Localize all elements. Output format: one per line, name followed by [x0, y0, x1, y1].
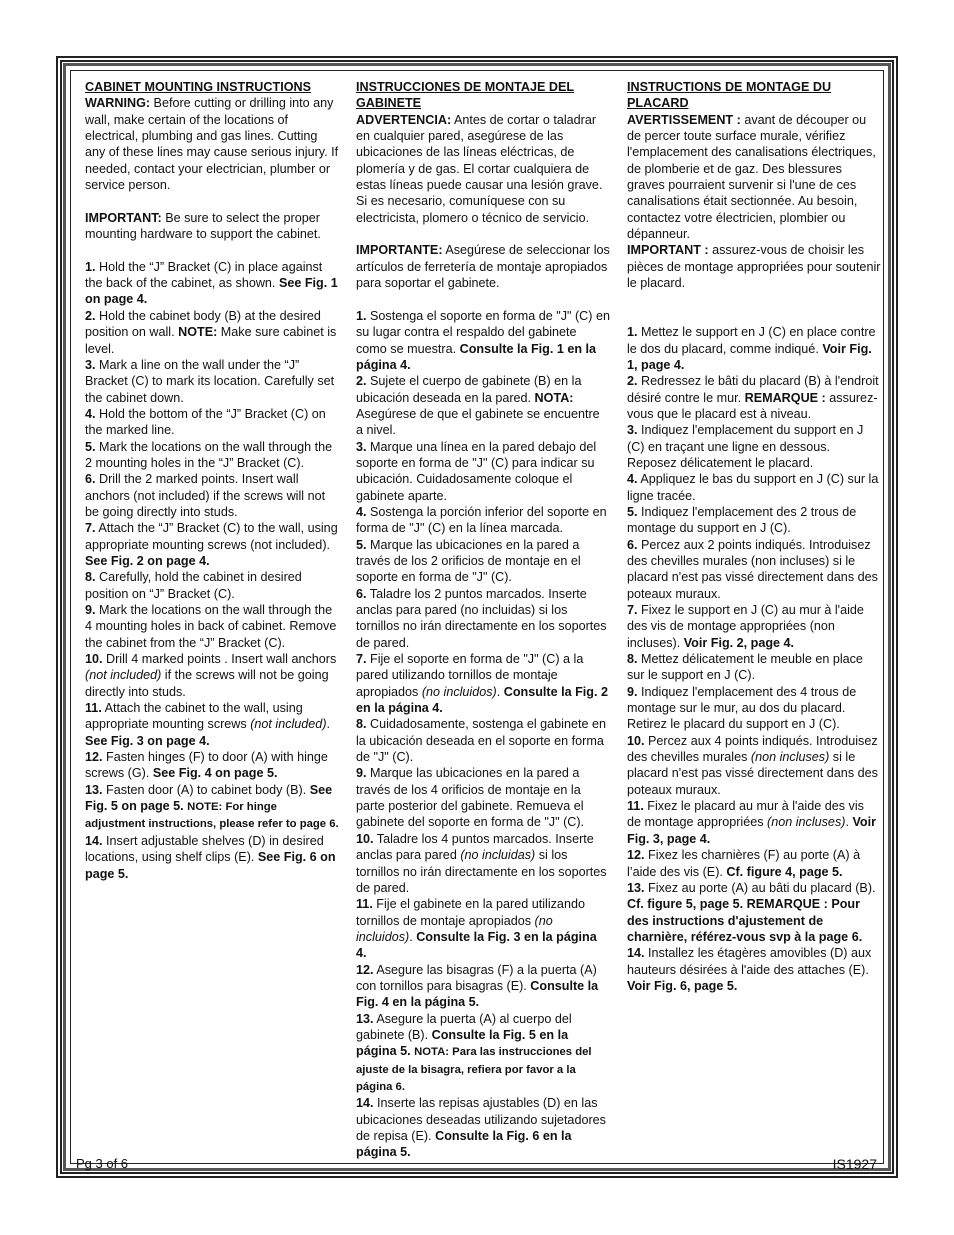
step-1: 1. Mettez le support en J (C) en place contre le dos du placard, comme indiqué. Voir Fig. 1, page 4.	[627, 325, 876, 372]
step-13: 13. Asegure la puerta (A) al cuerpo del gabinete (B). Consulte la Fig. 5 en la página 5. NOTA: Para las instrucciones del ajuste de la bisagra, refiera por favor a la página 6.	[356, 1011, 592, 1093]
spanish-column	[356, 79, 610, 1161]
page-number: Pg 3 of 6	[76, 1156, 129, 1171]
step-8: 8. Carefully, hold the cabinet in desired position on “J” Bracket (C).	[85, 570, 302, 601]
step-13: 13. Fixez au porte (A) au bâti du placard (B). Cf. figure 5, page 5. REMARQUE : Pour des instructions d'ajustement de charnière, référez-vous svp à la page 6.	[627, 880, 876, 944]
warning-paragraph: ADVERTENCIA: Antes de cortar o taladrar en cualquier pared, asegúrese de las ubicaciones de las líneas eléctricas, de plomería y de gas. El cortar cualquiera de estas líneas puede causar una lesión grave. Si es necesario, comuníquese con su electricista, plomero o técnico de servicio.	[356, 112, 603, 225]
step-12: 12. Asegure las bisagras (F) a la puerta (A) con tornillos para bisagras (E). Consulte la Fig. 4 en la página 5.	[356, 962, 599, 1010]
step-1: 1. Sostenga el soporte en forma de "J" (C) en su lugar contra el respaldo del gabinete como se muestra. Consulte la Fig. 1 en la página 4.	[356, 308, 610, 372]
step-3: 3. Marque una línea en la pared debajo del soporte en forma de "J" (C) para indicar su ubicación. Cuidadosamente coloque el gabinete aparte.	[356, 439, 597, 503]
step-9: 9. Mark the locations on the wall through the 4 mounting holes in back of cabinet. Remove the cabinet from the “J” Bracket (C).	[85, 603, 337, 650]
warning-paragraph: WARNING: Before cutting or drilling into any wall, make certain of the locations of electrical, plumbing and gas lines. Cutting any of these lines may cause serious injury. If needed, contact your electrician, plumber or service person.	[85, 96, 339, 193]
warning-paragraph: AVERTISSEMENT : avant de découper ou de percer toute surface murale, vérifiez l'emplacement des canalisations électriques, de plomberie et de gaz. Des blessures graves pourraient survenir si l'une de ces canalisations était sectionnée. Au besoin, contactez votre électricien, plombier ou dépanneur.	[627, 112, 876, 242]
step-14: 14. Inserte las repisas ajustables (D) en las ubicaciones deseadas utilizando sujetadores de repisa (E). Consulte la Fig. 6 en la página 5.	[356, 1096, 606, 1160]
document-id: IS1927	[832, 1156, 877, 1172]
step-9: 9. Marque las ubicaciones en la pared a través de los 4 orificios de montaje en la parte posterior del gabinete. Remueva el gabinete del soporte en forma de "J" (C).	[356, 766, 585, 830]
step-11: 11. Attach the cabinet to the wall, using appropriate mounting screws (not included). See Fig. 3 on page 4.	[85, 701, 331, 748]
french-column	[627, 79, 881, 994]
step-11: 11. Fixez le placard au mur à l'aide des vis de montage appropriées (non incluses). Voir Fig. 3, page 4.	[627, 799, 876, 846]
english-heading: CABINET MOUNTING INSTRUCTIONS	[85, 80, 311, 94]
english-column	[85, 79, 339, 882]
step-4: 4. Appliquez le bas du support en J (C) sur la ligne tracée.	[627, 472, 879, 503]
important-paragraph: IMPORTANTE: Asegúrese de seleccionar los artículos de ferretería de montaje apropiados para soportar el gabinete.	[356, 243, 610, 291]
step-1: 1. Hold the “J” Bracket (C) in place against the back of the cabinet, as shown. See Fig. 1 on page 4.	[85, 259, 338, 307]
step-7: 7. Attach the “J” Bracket (C) to the wall, using appropriate mounting screws (not included). See Fig. 2 on page 4.	[85, 521, 338, 568]
step-2: 2. Redressez le bâti du placard (B) à l'endroit désiré contre le mur. REMARQUE : assurez-vous que le placard est à niveau.	[627, 374, 879, 421]
step-5: 5. Mark the locations on the wall through the 2 mounting holes in the “J” Bracket (C).	[85, 439, 333, 470]
step-9: 9. Indiquez l'emplacement des 4 trous de montage sur le mur, au dos du placard. Retirez le placard du support en J (C).	[627, 684, 857, 732]
step-6: 6. Percez aux 2 points indiqués. Introduisez des chevilles murales (non incluses) si le placard n'est pas vissé directement dans des poteaux muraux.	[627, 537, 878, 601]
step-10: 10. Drill 4 marked points . Insert wall anchors (not included) if the screws will not be going directly into studs.	[85, 652, 337, 699]
french-heading: INSTRUCTIONS DE MONTAGE DU PLACARD	[627, 80, 832, 111]
step-12: 12. Fixez les charnières (F) au porte (A) à l’aide des vis (E). Cf. figure 4, page 5.	[627, 848, 861, 879]
step-3: 3. Indiquez l'emplacement du support en J (C) en traçant une ligne en dessous. Reposez délicatement le placard.	[627, 423, 864, 470]
content-box	[70, 70, 884, 1172]
step-8: 8. Cuidadosamente, sostenga el gabinete en la ubicación deseada en el soporte en forma de "J" (C).	[356, 717, 606, 765]
step-6: 6. Taladre los 2 puntos marcados. Inserte anclas para pared (no incluidas) si los tornillos no irán directamente en los soportes de pared.	[356, 586, 607, 650]
step-2: 2. Sujete el cuerpo de gabinete (B) en la ubicación deseada en la pared. NOTA: Asegúrese de que el gabinete se encuentre a nivel.	[356, 374, 600, 438]
spanish-heading: INSTRUCCIONES DE MONTAJE DEL GABINETE	[356, 80, 575, 111]
step-14: 14. Insert adjustable shelves (D) in desired locations, using shelf clips (E). See Fig. 6 on page 5.	[85, 833, 336, 881]
step-6: 6. Drill the 2 marked points. Insert wall anchors (not included) if the screws will not be going directly into studs.	[85, 472, 326, 519]
step-10: 10. Taladre los 4 puntos marcados. Inserte anclas para pared (no incluidas) si los tornillos no irán directamente en los soportes de pared.	[356, 831, 607, 895]
step-5: 5. Indiquez l'emplacement des 2 trous de montage du support en J (C).	[627, 504, 857, 536]
step-7: 7. Fije el soporte en forma de "J" (C) a la pared utilizando tornillos de montaje apropiados (no incluidos). Consulte la Fig. 2 en la página 4.	[356, 652, 608, 716]
step-10: 10. Percez aux 4 points indiqués. Introduisez des chevilles murales (non incluses) si le placard n'est pas vissé directement dans des poteaux muraux.	[627, 733, 878, 797]
step-12: 12. Fasten hinges (F) to door (A) with hinge screws (G). See Fig. 4 on page 5.	[85, 750, 328, 781]
step-4: 4. Hold the bottom of the “J” Bracket (C) on the marked line.	[85, 406, 326, 438]
step-3: 3. Mark a line on the wall under the “J” Bracket (C) to mark its location. Carefully set the cabinet down.	[85, 357, 335, 405]
step-11: 11. Fije el gabinete en la pared utilizando tornillos de montaje apropiados (no incluidos). Consulte la Fig. 3 en la página 4.	[356, 897, 597, 961]
step-13: 13. Fasten door (A) to cabinet body (B). See Fig. 5 on page 5. NOTE: For hinge adjustment instructions, please refer to page 6.	[85, 782, 339, 831]
step-7: 7. Fixez le support en J (C) au mur à l'aide des vis de montage appropriées (non incluses). Voir Fig. 2, page 4.	[627, 603, 864, 650]
important-paragraph: IMPORTANT: Be sure to select the proper mounting hardware to support the cabinet.	[85, 210, 321, 242]
step-14: 14. Installez les étagères amovibles (D) aux hauteurs désirées à l'aide des attaches (E). Voir Fig. 6, page 5.	[627, 946, 872, 993]
step-2: 2. Hold the cabinet body (B) at the desired position on wall. NOTE: Make sure cabinet is level.	[85, 308, 337, 356]
step-4: 4. Sostenga la porción inferior del soporte en forma de "J" (C) en la línea marcada.	[356, 504, 607, 536]
page-border	[56, 56, 898, 1178]
step-5: 5. Marque las ubicaciones en la pared a través de los 2 orificios de montaje en el soporte en forma de "J" (C).	[356, 537, 581, 585]
step-8: 8. Mettez délicatement le meuble en place sur le support en J (C).	[627, 652, 863, 683]
important-paragraph: IMPORTANT : assurez-vous de choisir les pièces de montage appropriées pour soutenir le placard.	[627, 243, 881, 291]
